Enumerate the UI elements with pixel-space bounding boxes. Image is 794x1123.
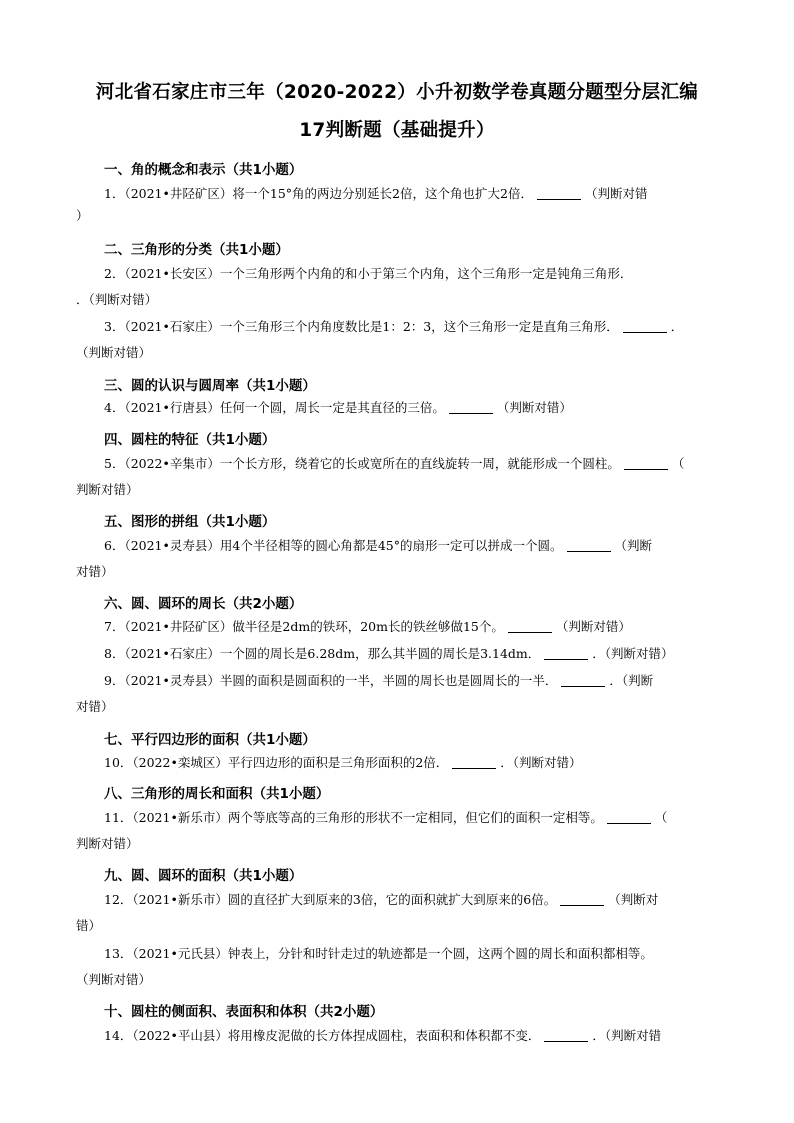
answer-blank-3[interactable] [623, 320, 667, 333]
section-heading-4: 四、圆柱的特征（共1小题） [104, 432, 276, 448]
question-3-text: 3．（2021•石家庄）一个三角形三个内角度数比是1：2：3，这个三角形一定是直角三角形． [104, 319, 619, 334]
question-14: 14．（2022•平山县）将用橡皮泥做的长方体捏成圆柱，表面积和体积都不变． ．（判断对错 [104, 1028, 662, 1043]
question-6: 6．（2021•灵寿县）用4个半径相等的圆心角都是45°的扇形一定可以拼成一个圆。 （判断 [104, 538, 653, 553]
section-heading-8: 八、三角形的周长和面积（共1小题） [104, 786, 330, 802]
section-heading-3: 三、圆的认识与圆周率（共1小题） [104, 378, 316, 394]
question-2: 2．（2021•长安区）一个三角形两个内角的和小于第三个内角，这个三角形一定是钝角三角形． [104, 266, 633, 281]
section-heading-2: 二、三角形的分类（共1小题） [104, 242, 289, 258]
question-6-cont: 对错） [76, 564, 114, 579]
answer-blank-6[interactable] [567, 539, 611, 552]
document-title-line2: 17判断题（基础提升） [299, 120, 495, 141]
question-1-hint: （判断对错 [584, 186, 648, 201]
question-3-cont: （判断对错） [76, 345, 152, 360]
question-12: 12．（2021•新乐市）圆的直径扩大到原来的3倍，它的面积就扩大到原来的6倍。 （判断对 [104, 892, 659, 907]
answer-blank-14[interactable] [544, 1029, 588, 1042]
question-4: 4．（2021•行唐县）任何一个圆，周长一定是其直径的三倍。 （判断对错） [104, 400, 572, 415]
question-9-cont: 对错） [76, 699, 114, 714]
section-heading-6: 六、圆、圆环的周长（共2小题） [104, 596, 303, 612]
answer-blank-4[interactable] [449, 401, 493, 414]
question-1 [104, 186, 647, 202]
question-12-text: 12．（2021•新乐市）圆的直径扩大到原来的3倍，它的面积就扩大到原来的6倍。 [104, 892, 557, 907]
question-2-cont [76, 292, 157, 308]
answer-blank-5[interactable] [624, 457, 668, 470]
question-5-cont: 判断对错） [76, 482, 139, 497]
question-10: 10．（2022•栾城区）平行四边形的面积是三角形面积的2倍． ．（判断对错） [104, 755, 582, 770]
section-heading-10: 十、圆柱的侧面积、表面积和体积（共2小题） [104, 1004, 384, 1020]
question-11: 11．（2021•新乐市）两个等底等高的三角形的形状不一定相同，但它们的面积一定相等。 （ [104, 810, 668, 825]
question-14-text: 14．（2022•平山县）将用橡皮泥做的长方体捏成圆柱，表面积和体积都不变． [104, 1028, 541, 1043]
answer-blank-11[interactable] [607, 811, 651, 824]
question-7: 7．（2021•井陉矿区）做半径是2dm的铁环，20m长的铁丝够做15个。 （判断对错） [104, 619, 631, 634]
answer-blank-8[interactable] [544, 647, 588, 660]
question-12-cont: 错） [76, 918, 102, 933]
answer-blank-9[interactable] [561, 674, 605, 687]
question-13: 13．（2021•元氏县）钟表上，分针和时针走过的轨迹都是一个圆，这两个圆的周长和面积都相等。 [104, 946, 653, 961]
answer-blank-7[interactable] [508, 620, 552, 633]
question-9: 9．（2021•灵寿县）半圆的面积是圆面积的一半，半圆的周长也是圆周长的一半． ．（判断 [104, 673, 654, 688]
section-heading-7: 七、平行四边形的面积（共1小题） [104, 732, 316, 748]
answer-blank-1[interactable] [537, 187, 581, 200]
question-10-text: 10．（2022•栾城区）平行四边形的面积是三角形面积的2倍． [104, 755, 449, 770]
answer-blank-12[interactable] [560, 893, 604, 906]
question-7-text: 7．（2021•井陉矿区）做半径是2dm的铁环，20m长的铁丝够做15个。 [104, 619, 504, 634]
question-11-cont: 判断对错） [76, 836, 139, 851]
question-4-text: 4．（2021•行唐县）任何一个圆，周长一定是其直径的三倍。 [104, 400, 445, 415]
question-1-cont: ） [76, 208, 89, 223]
question-11-text: 11．（2021•新乐市）两个等底等高的三角形的形状不一定相同，但它们的面积一定相等。 [104, 810, 603, 825]
answer-blank-10[interactable] [452, 756, 496, 769]
document-title-line1: 河北省石家庄市三年（2020-2022）小升初数学卷真题分题型分层汇编 [95, 82, 699, 103]
question-8-text: 8．（2021•石家庄）一个圆的周长是6.28dm，那么其半圆的周长是3.14dm． [104, 646, 541, 661]
section-heading-9: 九、圆、圆环的面积（共1小题） [104, 868, 303, 884]
question-2-hint: ．（判断对错） [76, 292, 158, 307]
question-6-text: 6．（2021•灵寿县）用4个半径相等的圆心角都是45°的扇形一定可以拼成一个圆。 [104, 538, 563, 553]
question-9-text: 9．（2021•灵寿县）半圆的面积是圆面积的一半，半圆的周长也是圆周长的一半． [104, 673, 558, 688]
section-heading-5: 五、图形的拼组（共1小题） [104, 514, 276, 530]
section-heading-1: 一、角的概念和表示（共1小题） [104, 162, 303, 178]
question-8: 8．（2021•石家庄）一个圆的周长是6.28dm，那么其半圆的周长是3.14dm． ．（判断对错） [104, 646, 674, 661]
question-13-cont: （判断对错） [76, 972, 152, 987]
question-1-text: 1．（2021•井陉矿区）将一个15°角的两边分别延长2倍，这个角也扩大2倍． [104, 186, 533, 201]
question-5-text: 5．（2022•辛集市）一个长方形，绕着它的长或宽所在的直线旋转一周，就能形成一个圆柱。 [104, 456, 620, 471]
question-3: 3．（2021•石家庄）一个三角形三个内角度数比是1：2：3，这个三角形一定是直角三角形． ． [104, 319, 684, 334]
question-5: 5．（2022•辛集市）一个长方形，绕着它的长或宽所在的直线旋转一周，就能形成一个圆柱。 （ [104, 456, 685, 471]
